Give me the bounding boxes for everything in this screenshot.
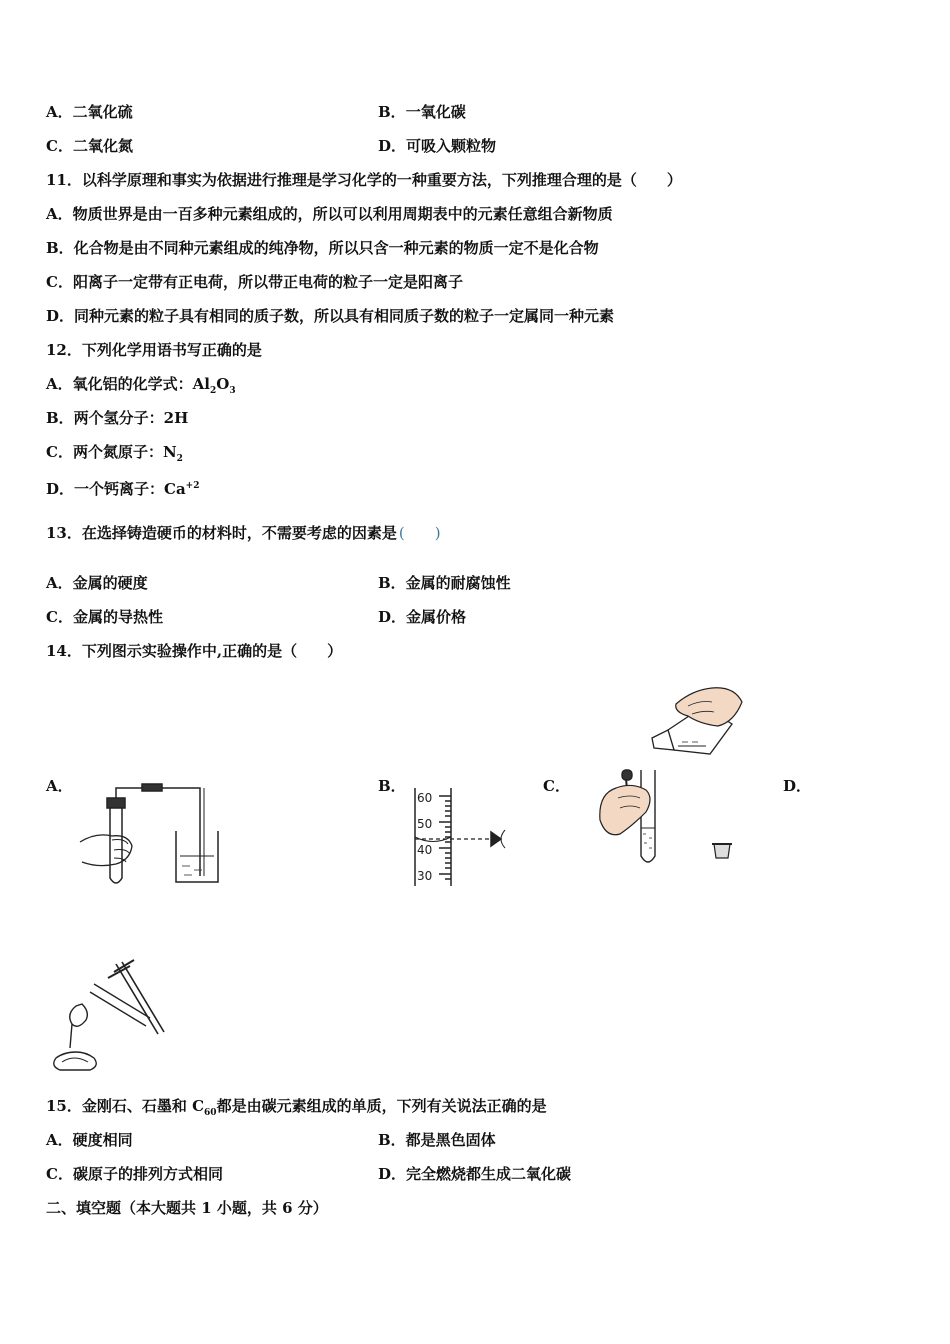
q10-option-d: D．可吸入颗粒物	[378, 137, 497, 155]
q13-option-a: A．金属的硬度	[46, 574, 148, 592]
q14-label-c: C．	[543, 777, 570, 795]
q12-option-b: B．两个氢分子：2H	[46, 409, 189, 427]
q14-label-d: D．	[783, 777, 812, 795]
q13-option-d: D．金属价格	[378, 608, 467, 626]
q15-option-d: D．完全燃烧都生成二氧化碳	[378, 1165, 572, 1183]
q12-option-c: C．两个氮原子：$N_2$	[46, 443, 183, 464]
q11-option-a: A．物质世界是由一百多种元素组成的，所以可以利用周期表中的元素任意组合新物质	[46, 205, 613, 223]
figure-b-cylinder-reading	[405, 786, 515, 890]
figure-heating-test-tube	[46, 958, 166, 1076]
q14-label-a: A．	[46, 777, 73, 795]
q14-label-b: B．	[378, 777, 406, 795]
figure-c-dropper	[596, 768, 696, 868]
q11-option-b: B．化合物是由不同种元素组成的纯净物，所以只含一种元素的物质一定不是化合物	[46, 239, 599, 257]
q10-option-b: B．一氧化碳	[378, 103, 466, 121]
cylinder-tick-50: 50	[417, 817, 433, 831]
q13-stem: 13．在选择铸造硬币的材料时，不需要考虑的因素是 ( )	[46, 524, 441, 542]
q12-option-a: A．氧化铝的化学式：$Al_2O_3$	[46, 375, 236, 396]
figure-a-airtightness-check	[72, 776, 232, 891]
section-2-heading: 二、填空题（本大题共 1 小题，共 6 分）	[46, 1199, 328, 1217]
q12-option-d: D．一个钙离子：$Ca^{+2}$	[46, 480, 200, 498]
q10-option-c: C．二氧化氮	[46, 137, 133, 155]
cylinder-tick-30: 30	[417, 869, 433, 883]
q11-option-c: C．阳离子一定带有正电荷，所以带正电荷的粒子一定是阳离子	[46, 273, 463, 291]
q11-stem: 11．以科学原理和事实为依据进行推理是学习化学的一种重要方法，下列推理合理的是（ ）	[46, 171, 682, 189]
q15-option-a: A．硬度相同	[46, 1131, 133, 1149]
q11-option-d: D．同种元素的粒子具有相同的质子数，所以具有相同质子数的粒子一定属同一种元素	[46, 307, 615, 325]
figure-d-pouring	[648, 684, 748, 764]
figure-c-stopper	[710, 840, 734, 862]
cylinder-tick-40: 40	[417, 843, 433, 857]
cylinder-tick-60: 60	[417, 791, 433, 805]
q15-option-b: B．都是黑色固体	[378, 1131, 496, 1149]
q15-stem: 15．金刚石、石墨和 $C_{60}$都是由碳元素组成的单质，下列有关说法正确的是	[46, 1097, 547, 1118]
q15-option-c: C．碳原子的排列方式相同	[46, 1165, 223, 1183]
q13-option-b: B．金属的耐腐蚀性	[378, 574, 511, 592]
q14-stem: 14．下列图示实验操作中,正确的是（ ）	[46, 642, 343, 660]
q10-option-a: A．二氧化硫	[46, 103, 133, 121]
q12-stem: 12．下列化学用语书写正确的是	[46, 341, 262, 359]
q13-option-c: C．金属的导热性	[46, 608, 163, 626]
